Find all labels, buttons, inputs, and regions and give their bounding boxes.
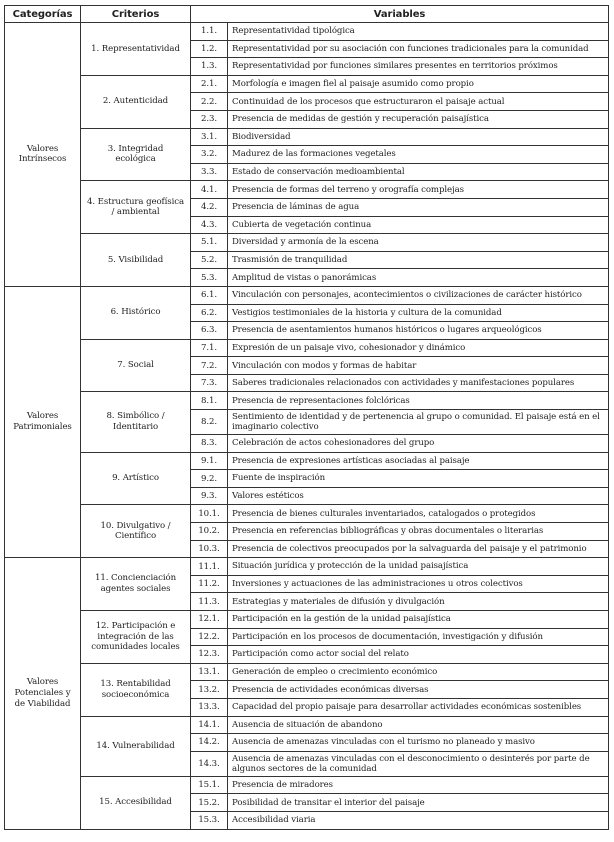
variable-text: Trasmisión de tranquilidad bbox=[228, 251, 609, 269]
criterion-cell: 12. Participación e integración de las comunidades locales bbox=[81, 611, 191, 664]
variable-number: 1.3. bbox=[191, 58, 228, 76]
variable-text: Estrategias y materiales de difusión y divulgación bbox=[228, 593, 609, 611]
variable-number: 14.3. bbox=[191, 751, 228, 776]
variable-text: Diversidad y armonía de la escena bbox=[228, 234, 609, 252]
variable-text: Valores estéticos bbox=[228, 487, 609, 505]
variable-text: Presencia de colectivos preocupados por la salvaguarda del paisaje y el patrimonio bbox=[228, 540, 609, 558]
variable-text: Participación en la gestión de la unidad paisajística bbox=[228, 611, 609, 629]
variable-text: Saberes tradicionales relacionados con actividades y manifestaciones populares bbox=[228, 374, 609, 392]
variable-number: 7.3. bbox=[191, 374, 228, 392]
variable-number: 12.3. bbox=[191, 646, 228, 664]
variable-number: 10.3. bbox=[191, 540, 228, 558]
variable-text: Vinculación con modos y formas de habitar bbox=[228, 357, 609, 375]
variable-number: 9.1. bbox=[191, 452, 228, 470]
variable-text: Generación de empleo o crecimiento económico bbox=[228, 663, 609, 681]
variable-number: 2.3. bbox=[191, 110, 228, 128]
variable-text: Madurez de las formaciones vegetales bbox=[228, 146, 609, 164]
variable-number: 15.1. bbox=[191, 776, 228, 794]
table-row bbox=[5, 392, 609, 410]
variable-number: 8.1. bbox=[191, 392, 228, 410]
variable-text: Participación en los procesos de documentación, investigación y difusión bbox=[228, 628, 609, 646]
variable-text: Morfología e imagen fiel al paisaje asumido como propio bbox=[228, 75, 609, 93]
variable-text: Presencia de medidas de gestión y recuperación paisajística bbox=[228, 110, 609, 128]
variable-text: Presencia de láminas de agua bbox=[228, 198, 609, 216]
variable-text: Vinculación con personajes, acontecimientos o civilizaciones de carácter histórico bbox=[228, 286, 609, 304]
variable-number: 6.3. bbox=[191, 322, 228, 340]
variable-text: Continuidad de los procesos que estructuraron el paisaje actual bbox=[228, 93, 609, 111]
variable-number: 5.2. bbox=[191, 251, 228, 269]
variable-number: 4.2. bbox=[191, 198, 228, 216]
variable-number: 4.3. bbox=[191, 216, 228, 234]
variable-text: Accesibilidad viaria bbox=[228, 811, 609, 829]
variable-text: Celebración de actos cohesionadores del grupo bbox=[228, 435, 609, 453]
table-body bbox=[5, 23, 609, 830]
variable-number: 14.1. bbox=[191, 716, 228, 734]
variable-text: Sentimiento de identidad y de pertenencia al grupo o comunidad. El paisaje está en el imaginario colectivo bbox=[228, 410, 609, 435]
variable-text: Situación jurídica y protección de la unidad paisajística bbox=[228, 558, 609, 576]
variable-number: 10.2. bbox=[191, 523, 228, 541]
criterion-cell: 2. Autenticidad bbox=[81, 75, 191, 128]
table-row bbox=[5, 128, 609, 146]
header-categorias: Categorías bbox=[5, 6, 81, 23]
table-row bbox=[5, 663, 609, 681]
variable-text: Ausencia de situación de abandono bbox=[228, 716, 609, 734]
criterion-cell: 1. Representatividad bbox=[81, 23, 191, 76]
variable-text: Posibilidad de transitar el interior del paisaje bbox=[228, 794, 609, 812]
variable-number: 6.2. bbox=[191, 304, 228, 322]
variable-number: 11.3. bbox=[191, 593, 228, 611]
variable-text: Ausencia de amenazas vinculadas con el desconocimiento o desinterés por parte de algunos sectores de la comunidad bbox=[228, 751, 609, 776]
variable-number: 14.2. bbox=[191, 734, 228, 752]
variable-text: Inversiones y actuaciones de las administraciones u otros colectivos bbox=[228, 575, 609, 593]
variable-text: Presencia de actividades económicas diversas bbox=[228, 681, 609, 699]
category-cell: Valores Potenciales y de Viabilidad bbox=[5, 558, 81, 829]
variable-text: Presencia en referencias bibliográficas y obras documentales o literarias bbox=[228, 523, 609, 541]
variable-text: Ausencia de amenazas vinculadas con el turismo no planeado y masivo bbox=[228, 734, 609, 752]
criterion-cell: 13. Rentabilidad socioeconómica bbox=[81, 663, 191, 716]
criteria-table-container bbox=[4, 5, 608, 830]
variable-number: 5.3. bbox=[191, 269, 228, 287]
variable-number: 15.2. bbox=[191, 794, 228, 812]
variable-text: Cubierta de vegetación continua bbox=[228, 216, 609, 234]
variable-text: Representatividad tipológica bbox=[228, 23, 609, 41]
variable-number: 3.1. bbox=[191, 128, 228, 146]
table-row bbox=[5, 776, 609, 794]
variable-text: Presencia de representaciones folclóricas bbox=[228, 392, 609, 410]
variable-text: Biodiversidad bbox=[228, 128, 609, 146]
variable-number: 3.3. bbox=[191, 163, 228, 181]
criterion-cell: 11. Concienciación agentes sociales bbox=[81, 558, 191, 611]
category-cell: Valores Intrínsecos bbox=[5, 23, 81, 287]
variable-text: Vestigios testimoniales de la historia y cultura de la comunidad bbox=[228, 304, 609, 322]
table-row bbox=[5, 286, 609, 304]
variable-number: 6.1. bbox=[191, 286, 228, 304]
header-criterios: Criterios bbox=[81, 6, 191, 23]
table-row bbox=[5, 23, 609, 41]
criterion-cell: 5. Visibilidad bbox=[81, 234, 191, 287]
table-row bbox=[5, 234, 609, 252]
criterion-cell: 6. Histórico bbox=[81, 286, 191, 339]
variable-number: 4.1. bbox=[191, 181, 228, 199]
variable-text: Presencia de asentamientos humanos históricos o lugares arqueológicos bbox=[228, 322, 609, 340]
criterion-cell: 14. Vulnerabilidad bbox=[81, 716, 191, 776]
variable-number: 1.1. bbox=[191, 23, 228, 41]
variable-number: 8.3. bbox=[191, 435, 228, 453]
table-row bbox=[5, 75, 609, 93]
table-row bbox=[5, 339, 609, 357]
table-row bbox=[5, 452, 609, 470]
variable-text: Estado de conservación medioambiental bbox=[228, 163, 609, 181]
variable-text: Amplitud de vistas o panorámicas bbox=[228, 269, 609, 287]
category-cell: Valores Patrimoniales bbox=[5, 286, 81, 557]
variable-number: 13.1. bbox=[191, 663, 228, 681]
variable-number: 7.2. bbox=[191, 357, 228, 375]
table-header-row bbox=[5, 6, 609, 23]
variable-number: 11.2. bbox=[191, 575, 228, 593]
header-variables: Variables bbox=[191, 6, 609, 23]
variable-number: 13.3. bbox=[191, 698, 228, 716]
variable-number: 13.2. bbox=[191, 681, 228, 699]
variable-number: 7.1. bbox=[191, 339, 228, 357]
table-row bbox=[5, 181, 609, 199]
variable-number: 5.1. bbox=[191, 234, 228, 252]
variable-number: 1.2. bbox=[191, 40, 228, 58]
variable-number: 12.2. bbox=[191, 628, 228, 646]
landscape-values-table bbox=[4, 5, 609, 830]
variable-text: Presencia de formas del terreno y orografía complejas bbox=[228, 181, 609, 199]
table-row bbox=[5, 505, 609, 523]
variable-number: 2.2. bbox=[191, 93, 228, 111]
variable-text: Representatividad por funciones similares presentes en territorios próximos bbox=[228, 58, 609, 76]
table-row bbox=[5, 716, 609, 734]
criterion-cell: 4. Estructura geofísica / ambiental bbox=[81, 181, 191, 234]
criterion-cell: 3. Integridad ecológica bbox=[81, 128, 191, 181]
variable-number: 8.2. bbox=[191, 410, 228, 435]
criterion-cell: 9. Artístico bbox=[81, 452, 191, 505]
criterion-cell: 15. Accesibilidad bbox=[81, 776, 191, 829]
variable-text: Expresión de un paisaje vivo, cohesionador y dinámico bbox=[228, 339, 609, 357]
variable-text: Presencia de miradores bbox=[228, 776, 609, 794]
criterion-cell: 7. Social bbox=[81, 339, 191, 392]
criterion-cell: 10. Divulgativo / Científico bbox=[81, 505, 191, 558]
variable-number: 15.3. bbox=[191, 811, 228, 829]
variable-text: Capacidad del propio paisaje para desarrollar actividades económicas sostenibles bbox=[228, 698, 609, 716]
variable-number: 11.1. bbox=[191, 558, 228, 576]
variable-text: Presencia de bienes culturales inventariados, catalogados o protegidos bbox=[228, 505, 609, 523]
variable-text: Representatividad por su asociación con funciones tradicionales para la comunidad bbox=[228, 40, 609, 58]
variable-number: 10.1. bbox=[191, 505, 228, 523]
variable-text: Presencia de expresiones artísticas asociadas al paisaje bbox=[228, 452, 609, 470]
criterion-cell: 8. Simbólico / Identitario bbox=[81, 392, 191, 452]
variable-number: 9.3. bbox=[191, 487, 228, 505]
variable-number: 12.1. bbox=[191, 611, 228, 629]
variable-text: Participación como actor social del relato bbox=[228, 646, 609, 664]
variable-number: 2.1. bbox=[191, 75, 228, 93]
variable-number: 9.2. bbox=[191, 470, 228, 488]
variable-number: 3.2. bbox=[191, 146, 228, 164]
table-row bbox=[5, 611, 609, 629]
variable-text: Fuente de inspiración bbox=[228, 470, 609, 488]
table-row bbox=[5, 558, 609, 576]
